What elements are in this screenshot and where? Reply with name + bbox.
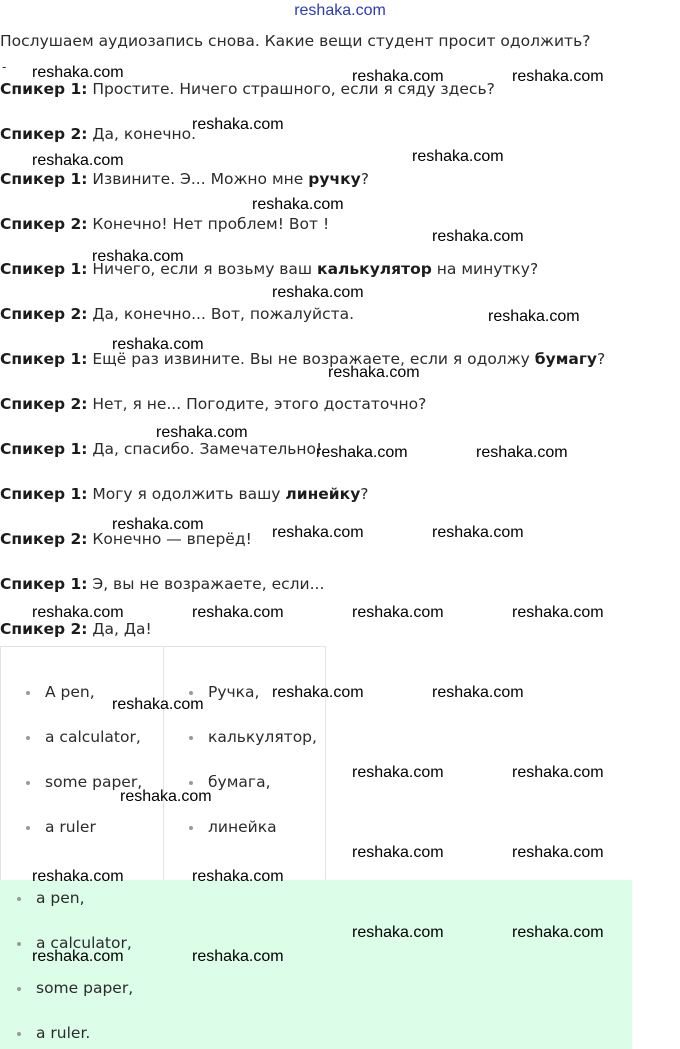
dialogue-line [0,620,152,638]
russian-item: Ручка, [208,683,260,701]
speaker-label: Спикер 2: [0,530,88,548]
watermark-text: reshaka.com [488,308,580,325]
bullet-icon [189,826,193,830]
watermark-text: reshaka.com [352,68,444,85]
watermark-text: reshaka.com [512,924,604,941]
watermark-text: reshaka.com [192,604,284,621]
watermark-text: reshaka.com [352,844,444,861]
dialogue-line [0,305,354,323]
dialogue-line [0,485,369,503]
russian-item: калькулятор, [208,728,317,746]
bullet-icon [17,1032,21,1036]
watermark-text: reshaka.com [272,684,364,701]
speaker-label: Спикер 2: [0,305,88,323]
watermark-text: reshaka.com [352,924,444,941]
line-text: Конечно — вперёд! [87,530,252,548]
line-text: Извините. Э... Можно мне [87,170,309,188]
line-text: Ещё раз извините. Вы не возражаете, если я одолжу [87,350,535,368]
line-text: Ничего, если я возьму ваш [87,260,318,278]
line-text: Да, конечно. [87,125,197,143]
answer-item: a ruler. [36,1024,91,1042]
bullet-icon [189,781,193,785]
watermark-text: reshaka.com [32,152,124,169]
watermark-text: reshaka.com [316,444,408,461]
watermark-text: reshaka.com [432,524,524,541]
watermark-text: reshaka.com [252,196,344,213]
line-text: Э, вы не возражаете, если... [87,575,325,593]
bullet-icon [26,826,30,830]
borrowed-item: калькулятор [317,260,432,278]
bullet-icon [17,942,21,946]
english-item: A pen, [45,683,95,701]
dialogue-line [0,350,605,368]
dash-mark: - [2,60,7,74]
watermark-text: reshaka.com [512,764,604,781]
watermark-text: reshaka.com [432,684,524,701]
borrowed-item: линейку [285,485,361,503]
dialogue-line [0,125,196,143]
site-title[interactable]: reshaka.com [294,2,386,19]
answer-item: some paper, [36,979,134,997]
english-item: a ruler [45,818,96,836]
speaker-label: Спикер 1: [0,440,88,458]
speaker-label: Спикер 1: [0,260,88,278]
line-text: Могу я одолжить вашу [87,485,286,503]
line-text-end: ? [360,485,369,503]
borrowed-item: ручку [308,170,361,188]
watermark-text: reshaka.com [352,604,444,621]
watermark-text: reshaka.com [476,444,568,461]
watermark-text: reshaka.com [352,764,444,781]
watermark-text: reshaka.com [192,116,284,133]
line-text: Да, конечно... Вот, пожалуйста. [87,305,355,323]
watermark-text: reshaka.com [192,948,284,965]
borrowed-item: бумагу [534,350,598,368]
bullet-icon [189,736,193,740]
watermark-text: reshaka.com [112,336,204,353]
watermark-text: reshaka.com [432,228,524,245]
line-text-end: ? [597,350,606,368]
speaker-label: Спикер 1: [0,80,88,98]
english-item: a calculator, [45,728,141,746]
watermark-text: reshaka.com [32,868,124,885]
line-text-end: на минутку? [431,260,539,278]
line-text: Простите. Ничего страшного, если я сяду здесь? [87,80,495,98]
watermark-text: reshaka.com [192,868,284,885]
english-item: some paper, [45,773,143,791]
speaker-label: Спикер 1: [0,170,88,188]
answer-item: a pen, [36,889,85,907]
dialogue-line [0,170,369,188]
watermark-text: reshaka.com [328,364,420,381]
watermark-text: reshaka.com [412,148,504,165]
watermark-text: reshaka.com [112,696,204,713]
vocabulary-table [0,646,326,886]
table-divider [163,647,164,885]
bullet-icon [189,691,193,695]
watermark-text: reshaka.com [272,524,364,541]
watermark-text: reshaka.com [32,604,124,621]
watermark-text: reshaka.com [512,68,604,85]
dialogue-line [0,440,322,458]
line-text: Да, Да! [87,620,152,638]
speaker-label: Спикер 2: [0,620,88,638]
speaker-label: Спикер 1: [0,350,88,368]
russian-item: линейка [208,818,277,836]
bullet-icon [17,897,21,901]
dialogue-line [0,575,324,593]
bullet-icon [26,781,30,785]
line-text: Нет, я не... Погодите, этого достаточно? [87,395,427,413]
watermark-text: reshaka.com [512,844,604,861]
bullet-icon [26,691,30,695]
speaker-label: Спикер 2: [0,215,88,233]
answer-item: a calculator, [36,934,132,952]
speaker-label: Спикер 2: [0,395,88,413]
line-text: Конечно! Нет проблем! Вот ! [87,215,330,233]
watermark-text: reshaka.com [512,604,604,621]
task-question: Послушаем аудиозапись снова. Какие вещи студент просит одолжить? [0,32,591,50]
watermark-text: reshaka.com [32,64,124,81]
watermark-text: reshaka.com [272,284,364,301]
line-text-end: ? [360,170,369,188]
bullet-icon [17,987,21,991]
speaker-label: Спикер 1: [0,485,88,503]
watermark-text: reshaka.com [120,788,212,805]
watermark-text: reshaka.com [112,516,204,533]
dialogue-line [0,215,329,233]
bullet-icon [26,736,30,740]
dialogue-line [0,260,538,278]
line-text: Да, спасибо. Замечательно! [87,440,323,458]
speaker-label: Спикер 1: [0,575,88,593]
speaker-label: Спикер 2: [0,125,88,143]
watermark-text: reshaka.com [156,424,248,441]
russian-item: бумага, [208,773,271,791]
watermark-text: reshaka.com [92,248,184,265]
watermark-text: reshaka.com [32,948,124,965]
dialogue-line [0,395,426,413]
